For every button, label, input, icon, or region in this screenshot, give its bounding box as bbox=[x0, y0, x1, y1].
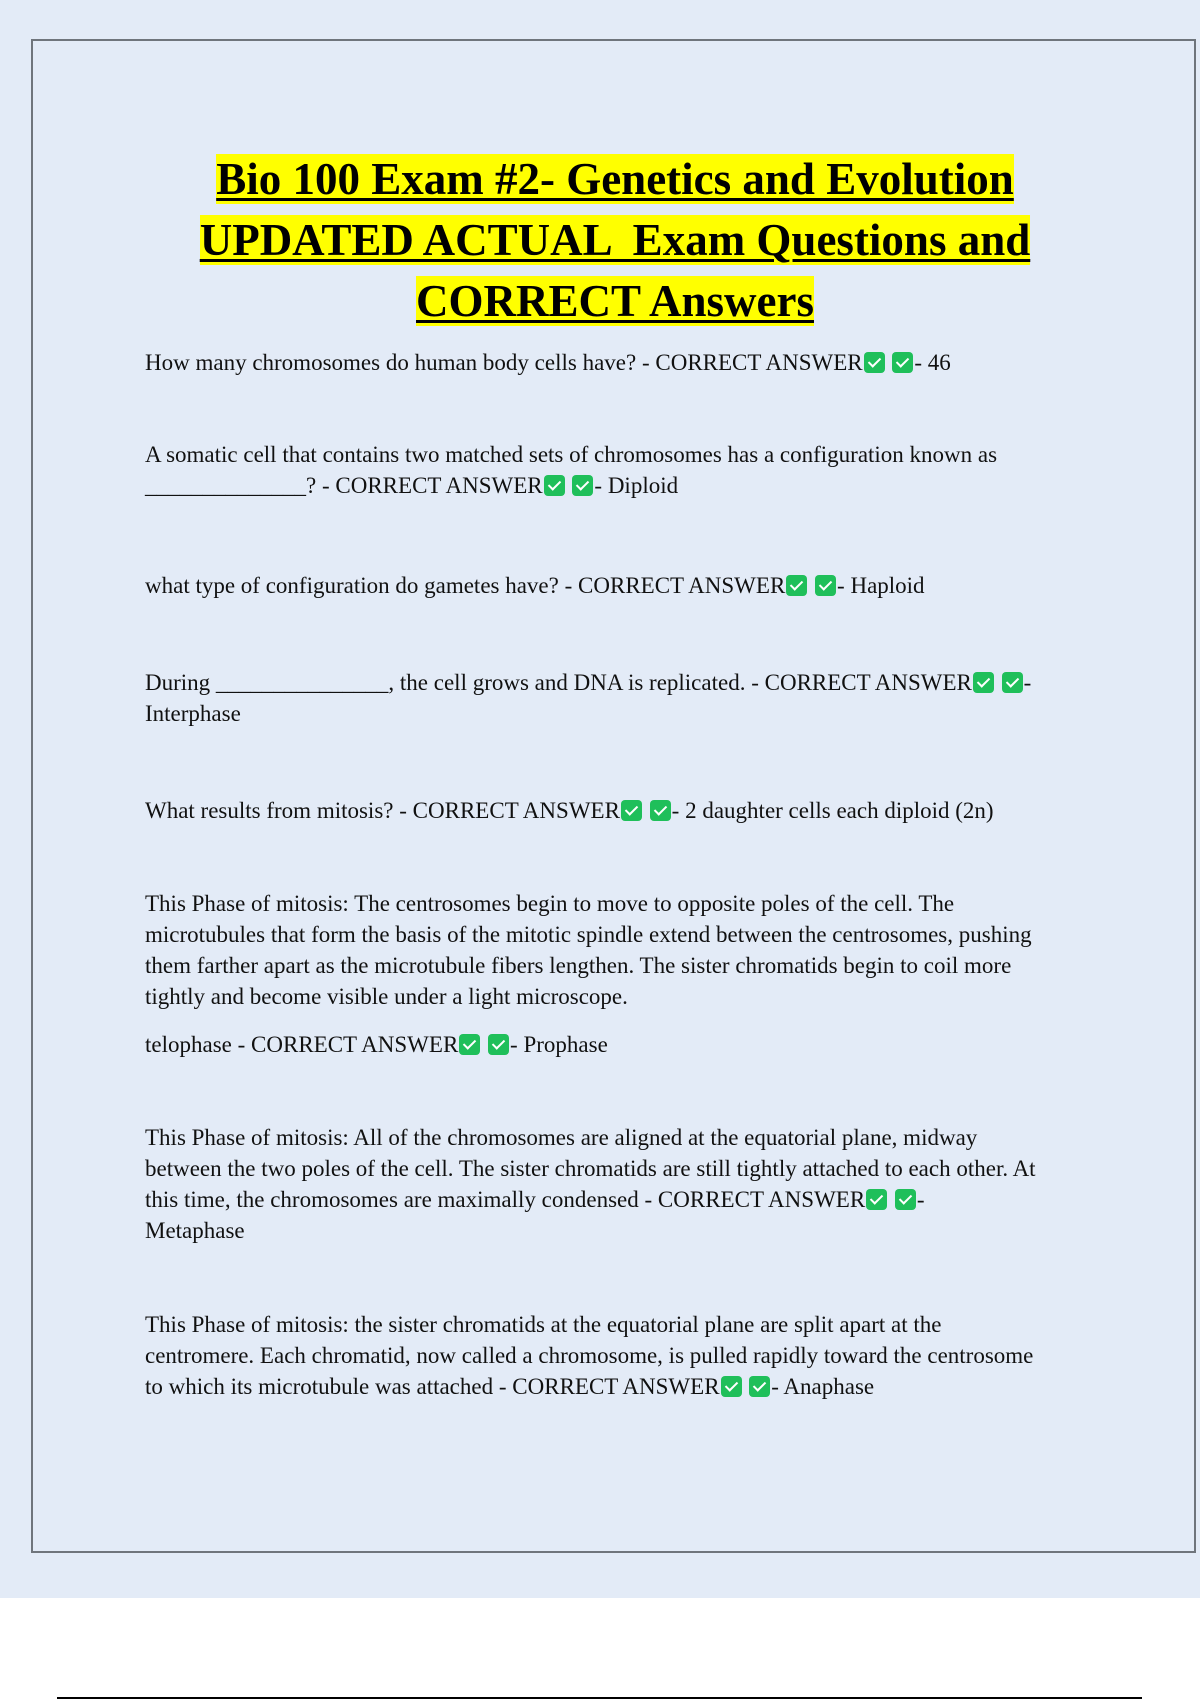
qa-item-4: During _______________, the cell grows and DNA is replicated. - CORRECT ANSWER - Interphase bbox=[145, 670, 1032, 726]
check-mark-icon bbox=[749, 1376, 770, 1397]
answer-text: Diploid bbox=[607, 473, 679, 498]
answer-text: Interphase bbox=[145, 701, 241, 726]
answer-text: 2 daughter cells each diploid (2n) bbox=[685, 798, 994, 823]
question-text: During _______________, the cell grows and DNA is replicated. bbox=[145, 670, 746, 695]
check-mark-icon bbox=[721, 1376, 742, 1397]
title-line-2: UPDATED ACTUAL Exam Questions and bbox=[199, 215, 1031, 265]
question-text-line-1: A somatic cell that contains two matched sets of chromosomes has a configuration known as bbox=[145, 442, 998, 467]
check-mark-icon bbox=[815, 575, 836, 596]
check-mark-icon bbox=[786, 575, 807, 596]
check-mark-icon bbox=[973, 672, 994, 693]
check-mark-icon bbox=[892, 352, 913, 373]
answer-marker: CORRECT ANSWER bbox=[251, 1032, 459, 1057]
answer-marker: CORRECT ANSWER bbox=[657, 1187, 866, 1212]
document-title bbox=[60, 149, 1170, 332]
title-line-3: CORRECT Answers bbox=[416, 276, 814, 326]
question-text-line-2: ______________? bbox=[145, 473, 317, 498]
question-text-line-3: this time, the chromosomes are maximally condensed bbox=[145, 1187, 639, 1212]
question-text: What results from mitosis? bbox=[145, 798, 394, 823]
answer-marker: CORRECT ANSWER bbox=[412, 798, 620, 823]
check-mark-icon bbox=[1002, 672, 1023, 693]
check-mark-icon bbox=[544, 475, 565, 496]
question-text-line-2: between the two poles of the cell. The sister chromatids are still tightly attached to each other. At bbox=[145, 1156, 1036, 1181]
qa-item-7: This Phase of mitosis: All of the chromosomes are aligned at the equatorial plane, midway between the two poles of the cell. The sister chromatids are still tightly attached to each other. At this time, the chromosomes are maximally condensed - CORRECT ANSWER - Metaphase bbox=[145, 1125, 1036, 1243]
answer-marker: CORRECT ANSWER bbox=[335, 473, 543, 498]
bottom-divider bbox=[57, 1697, 1142, 1699]
check-mark-icon bbox=[488, 1034, 509, 1055]
qa-item-8: This Phase of mitosis: the sister chromatids at the equatorial plane are split apart at the centromere. Each chromatid, now called a chromosome, is pulled rapidly toward the centrosome to which its microtubule was attached - CORRECT ANSWER - Anaphase bbox=[145, 1312, 1034, 1399]
question-text: How many chromosomes do human body cells have? bbox=[145, 350, 637, 375]
answer-text: Metaphase bbox=[145, 1218, 245, 1243]
check-mark-icon bbox=[864, 352, 885, 373]
title-line-1: Bio 100 Exam #2- Genetics and Evolution bbox=[216, 154, 1014, 204]
question-text: what type of configuration do gametes have? bbox=[145, 573, 559, 598]
check-mark-icon bbox=[621, 800, 642, 821]
question-text-line-4: tightly and become visible under a light microscope. bbox=[145, 984, 628, 1009]
answer-marker: CORRECT ANSWER bbox=[578, 573, 786, 598]
question-text-line-1: This Phase of mitosis: All of the chromosomes are aligned at the equatorial plane, midway bbox=[145, 1125, 978, 1150]
question-text-line-1: This Phase of mitosis: The centrosomes begin to move to opposite poles of the cell. The bbox=[145, 891, 955, 916]
check-mark-icon bbox=[650, 800, 671, 821]
option-text: telophase bbox=[145, 1032, 232, 1057]
question-text-line-3: them farther apart as the microtubule fibers lengthen. The sister chromatids begin to coil more bbox=[145, 953, 1012, 978]
check-mark-icon bbox=[895, 1189, 916, 1210]
question-text-line-2: microtubules that form the basis of the mitotic spindle extend between the centrosomes, pushing bbox=[145, 922, 1032, 947]
qa-item-2: A somatic cell that contains two matched sets of chromosomes has a configuration known as ______________? - CORRECT ANSWER - Diploid bbox=[145, 442, 998, 498]
answer-marker: CORRECT ANSWER bbox=[512, 1374, 720, 1399]
qa-item-6-answer: telophase - CORRECT ANSWER - Prophase bbox=[145, 1032, 608, 1057]
check-mark-icon bbox=[572, 475, 593, 496]
question-text-line-1: This Phase of mitosis: the sister chromatids at the equatorial plane are split apart at the bbox=[145, 1312, 942, 1337]
qa-item-6 bbox=[145, 888, 1095, 1012]
qa-item-1: How many chromosomes do human body cells have? - CORRECT ANSWER - 46 bbox=[145, 350, 951, 375]
answer-text: 46 bbox=[927, 350, 951, 375]
answer-text: Haploid bbox=[850, 573, 925, 598]
answer-text: Prophase bbox=[523, 1032, 608, 1057]
answer-marker: CORRECT ANSWER bbox=[655, 350, 863, 375]
check-mark-icon bbox=[866, 1189, 887, 1210]
question-text-line-3: to which its microtubule was attached bbox=[145, 1374, 494, 1399]
answer-text: Anaphase bbox=[783, 1374, 875, 1399]
check-mark-icon bbox=[459, 1034, 480, 1055]
answer-marker: CORRECT ANSWER bbox=[764, 670, 972, 695]
qa-item-3: what type of configuration do gametes have? - CORRECT ANSWER - Haploid bbox=[145, 573, 925, 598]
qa-item-5: What results from mitosis? - CORRECT ANSWER - 2 daughter cells each diploid (2n) bbox=[145, 798, 994, 823]
question-text-line-2: centromere. Each chromatid, now called a chromosome, is pulled rapidly toward the centrosome bbox=[145, 1343, 1034, 1368]
